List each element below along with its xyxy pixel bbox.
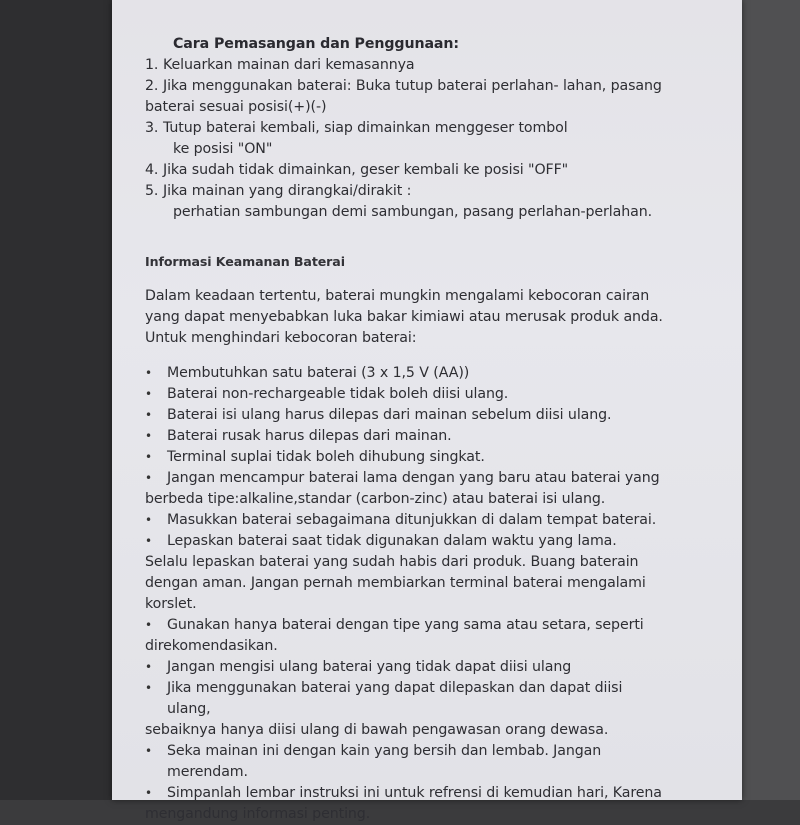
step-item xyxy=(145,160,665,181)
section-heading: Informasi Keamanan Baterai xyxy=(145,254,345,269)
bullet-text: Baterai isi ulang harus dilepas dari mainan sebelum diisi ulang. xyxy=(167,407,612,423)
bullet-text: Terminal suplai tidak boleh dihubung singkat. xyxy=(167,449,485,465)
step-number: 5. xyxy=(145,183,159,199)
sheet-content xyxy=(145,34,665,825)
step-continuation: ke posisi "ON" xyxy=(173,141,273,157)
step-number: 4. xyxy=(145,162,159,178)
bullet-text: Jika menggunakan baterai yang dapat dilepaskan dan dapat diisi ulang, xyxy=(167,680,623,717)
bullet-item xyxy=(145,468,665,510)
step-text: Tutup baterai kembali, siap dimainkan menggeser tombol xyxy=(163,120,568,136)
bullet-item xyxy=(145,531,665,552)
bullet-text: Masukkan baterai sebagaimana ditunjukkan di dalam tempat baterai. xyxy=(167,512,657,528)
bullet-text: Seka mainan ini dengan kain yang bersih dan lembab. Jangan merendam. xyxy=(167,743,602,780)
step-text: Jika mainan yang dirangkai/dirakit : xyxy=(163,183,412,199)
step-number: 3. xyxy=(145,120,159,136)
bullet-continuation: sebaiknya hanya diisi ulang di bawah pengawasan orang dewasa. xyxy=(145,722,609,738)
bullet-text: Jangan mengisi ulang baterai yang tidak dapat diisi ulang xyxy=(167,659,572,675)
bullet-item xyxy=(145,678,665,741)
step-number: 1. xyxy=(145,57,159,73)
bullet-text: Jangan mencampur baterai lama dengan yang baru atau baterai yang xyxy=(167,470,660,486)
bullet-continuation: mengandung informasi penting. xyxy=(145,806,371,822)
step-continuation: baterai sesuai posisi(+)(-) xyxy=(145,99,327,115)
bullet-text: Baterai non-rechargeable tidak boleh diisi ulang. xyxy=(167,386,509,402)
step-continuation: perhatian sambungan demi sambungan, pasang perlahan-perlahan. xyxy=(173,204,652,220)
step-text: Jika sudah tidak dimainkan, geser kembali ke posisi "OFF" xyxy=(163,162,569,178)
background-left xyxy=(0,0,112,800)
bullet-item xyxy=(145,363,665,384)
bullet-item xyxy=(145,384,665,405)
background-right xyxy=(742,0,800,800)
step-item xyxy=(145,181,665,202)
bullet-continuation: direkomendasikan. xyxy=(145,638,278,654)
step-text: Keluarkan mainan dari kemasannya xyxy=(163,57,415,73)
bullet-text: Lepaskan baterai saat tidak digunakan dalam waktu yang lama. xyxy=(167,533,617,549)
instructions-title: Cara Pemasangan dan Penggunaan: xyxy=(173,36,459,52)
bullet-list-b xyxy=(145,615,665,825)
step-item xyxy=(145,118,665,139)
steps-list xyxy=(145,55,665,223)
bullet-item xyxy=(145,783,665,825)
disposal-paragraph: Selalu lepaskan baterai yang sudah habis dari produk. Buang baterain dengan aman. Jangan pernah membiarkan terminal baterai mengalami korslet. xyxy=(145,554,646,612)
bullet-item xyxy=(145,510,665,531)
instruction-sheet xyxy=(112,0,742,822)
step-item xyxy=(145,76,665,97)
bullet-text: Gunakan hanya baterai dengan tipe yang sama atau setara, seperti xyxy=(167,617,644,633)
bullet-item xyxy=(145,426,665,447)
bullet-item xyxy=(145,741,665,783)
bullet-item xyxy=(145,447,665,468)
bullet-continuation: berbeda tipe:alkaline,standar (carbon-zinc) atau baterai isi ulang. xyxy=(145,491,606,507)
step-text: Jika menggunakan baterai: Buka tutup baterai perlahan- lahan, pasang xyxy=(163,78,662,94)
bullet-list-a xyxy=(145,363,665,552)
bullet-item xyxy=(145,657,665,678)
step-number: 2. xyxy=(145,78,159,94)
bullet-item xyxy=(145,405,665,426)
intro-paragraph: Dalam keadaan tertentu, baterai mungkin mengalami kebocoran cairan yang dapat menyebabkan luka bakar kimiawi atau merusak produk anda. Untuk menghindari kebocoran baterai: xyxy=(145,288,663,346)
bullet-text: Membutuhkan satu baterai (3 x 1,5 V (AA)) xyxy=(167,365,470,381)
bullet-text: Baterai rusak harus dilepas dari mainan. xyxy=(167,428,452,444)
step-item xyxy=(145,55,665,76)
bullet-item xyxy=(145,615,665,657)
bullet-text: Simpanlah lembar instruksi ini untuk refrensi di kemudian hari, Karena xyxy=(167,785,662,801)
